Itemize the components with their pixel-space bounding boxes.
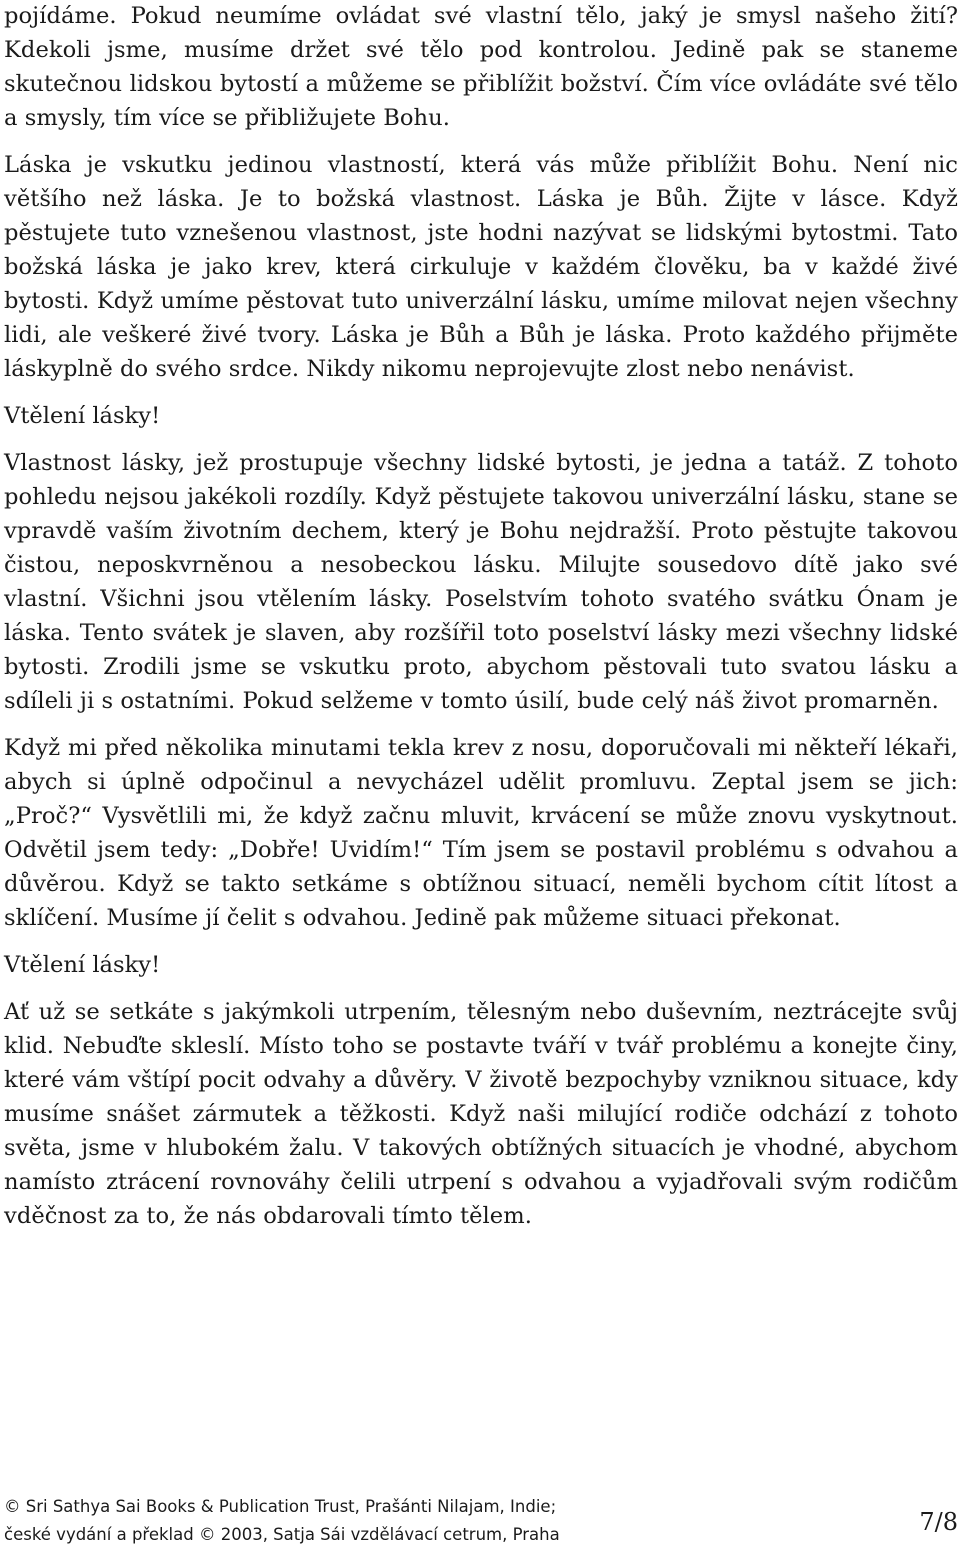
exclamation-line-1: Vtělení lásky!	[4, 403, 161, 429]
paragraph-4: Když mi před několika minutami tekla krev z nosu, doporučovali mi někteří lékaři, abych si úplně odpočinul a nevycházel udělit promluvu. Zeptal jsem se jich: „Proč?“ Vysvětlili mi, že když začnu mluvit, krvácení se může znovu vyskytnout. Odvětil jsem tedy: „Dobře! Uvidím!“ Tím jsem se postavil problému s odvahou a důvěrou. Když se takto setkáme s obtížnou situací, neměli bychom cítit lítost a sklíčení. Musíme jí čelit s odvahou. Jedině pak můžeme situaci překonat.	[4, 735, 958, 931]
document-body	[4, 0, 958, 1246]
paragraph-5: Ať už se setkáte s jakýmkoli utrpením, tělesným nebo duševním, neztrácejte svůj klid. Nebuďte skleslí. Místo toho se postavte tváří v tvář problému a konejte činy, které vám vštípí pocit odvahy a důvěry. V životě bezpochyby vzniknou situace, kdy musíme snášet zármutek a těžkosti. Když naši milující rodiče odchází z tohoto světa, jsme v hlubokém žalu. V takových obtížných situacích je vhodné, abychom namísto ztrácení rovnováhy čelili utrpení s odvahou a vyjadřovali svým rodičům vděčnost za to, že nás obdarovali tímto tělem.	[4, 999, 958, 1229]
translation-credit-line: české vydání a překlad © 2003, Satja Sái vzdělávací cetrum, Praha	[4, 1525, 560, 1544]
paragraph-3: Vlastnost lásky, jež prostupuje všechny lidské bytosti, je jedna a tatáž. Z tohoto pohledu nejsou jakékoli rozdíly. Když pěstujete takovou univerzální lásku, stane se vpravdě vaším životním dechem, který je Bohu nejdražší. Proto pěstujte takovou čistou, neposkvrněnou a nesobeckou lásku. Milujte sousedovo dítě jako své vlastní. Všichni jsou vtělením lásky. Poselstvím tohoto svatého svátku Ónam je láska. Tento svátek je slaven, aby rozšířil toto poselství lásky mezi všechny lidské bytosti. Zrodili jsme se vskutku proto, abychom pěstovali tuto svatou lásku a sdíleli ji s ostatními. Pokud selžeme v tomto úsilí, bude celý náš život promarněn.	[4, 450, 958, 714]
exclamation-line-2: Vtělení lásky!	[4, 952, 161, 978]
paragraph-2: Láska je vskutku jedinou vlastností, která vás může přiblížit Bohu. Není nic většího než láska. Je to božská vlastnost. Láska je Bůh. Žijte v lásce. Když pěstujete tuto vznešenou vlastnost, jste hodni nazývat se lidskými bytostmi. Tato božská láska je jako krev, která cirkuluje v každém člověku, ba v každé živé bytosti. Když umíme pěstovat tuto univerzální lásku, umíme milovat nejen všechny lidi, ale veškeré živé tvory. Láska je Bůh a Bůh je láska. Proto každého přijměte láskyplně do svého srdce. Nikdy nikomu neprojevujte zlost nebo nenávist.	[4, 152, 958, 382]
paragraph-1: pojídáme. Pokud neumíme ovládat své vlastní tělo, jaký je smysl našeho žití? Kdekoli jsme, musíme držet své tělo pod kontrolou. Jedině pak se staneme skutečnou lidskou bytostí a můžeme se přiblížit božství. Čím více ovládáte své tělo a smysly, tím více se přibližujete Bohu.	[4, 3, 958, 131]
page-footer	[4, 1496, 958, 1552]
page-number: 7/8	[919, 1508, 958, 1536]
copyright-line: © Sri Sathya Sai Books & Publication Trust, Prašánti Nilajam, Indie;	[4, 1497, 557, 1516]
